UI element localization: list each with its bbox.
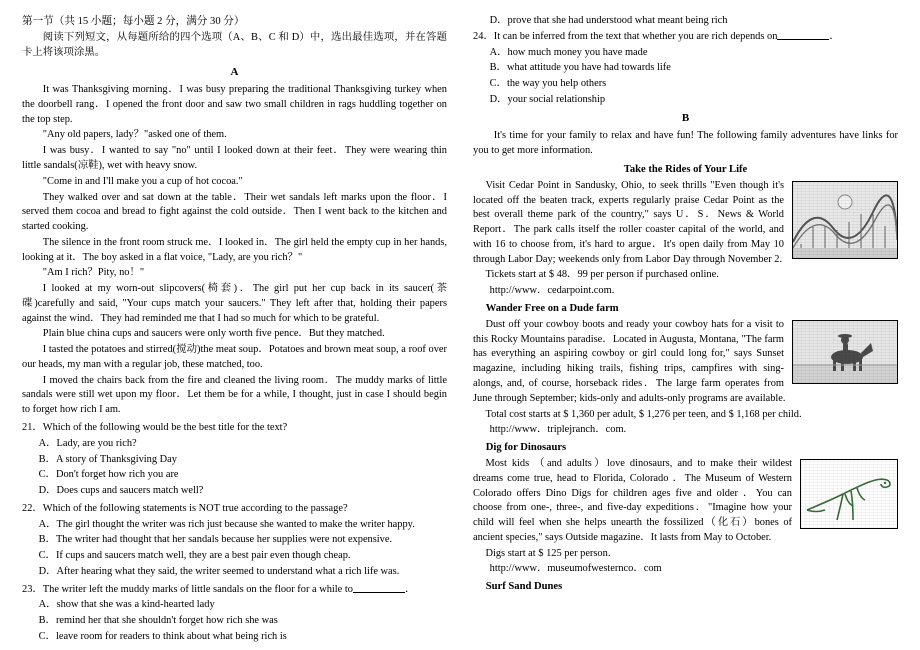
question-23-option-a[interactable]: A．show that she was a kind-hearted lady <box>38 599 215 611</box>
question-21-option-a[interactable]: A．Lady, are you rich? <box>38 437 137 449</box>
passage-paragraph: The silence in the front room struck me．I looked in．The girl held the empty cup in her hands, looking at it．The boy asked in a flat voice, "Lady, are you rich？" <box>22 236 447 263</box>
answer-blank <box>777 30 829 40</box>
passage-paragraph: Plain blue china cups and saucers were only worth five pence．But they matched. <box>42 328 385 340</box>
question-21-option-d[interactable]: D．Does cups and saucers match well? <box>38 485 204 497</box>
passage-paragraph: I was busy．I wanted to say "no" until I looked down at their feet．They were wearing thin little sandals(凉鞋), wet with heavy snow. <box>22 145 447 171</box>
roller-coaster-photo <box>792 181 898 259</box>
question-23-option-d[interactable]: D．prove that she had understood what meant being rich <box>489 15 728 26</box>
question-24-option-c[interactable]: C．the way you help others <box>489 78 607 90</box>
ad-price-rides: Tickets start at $ 48．99 per person if purchased online. <box>485 269 719 281</box>
dinosaur-skeleton-photo <box>800 459 898 529</box>
ad-block-dinosaurs <box>473 457 898 547</box>
question-22-option-c[interactable]: C．If cups and saucers match well, they are a best pair even though cheap. <box>38 550 351 562</box>
passage-label-a: A <box>230 65 239 78</box>
passage-b-intro: It's time for your family to relax and have fun! The following family adventures have links for you to get more information. <box>473 130 898 156</box>
question-21 <box>22 421 447 436</box>
ad-heading-rides: Take the Rides of Your Life <box>623 163 748 175</box>
question-21-option-c[interactable]: C．Don't forget how rich you are <box>38 469 179 481</box>
left-column <box>22 14 447 640</box>
right-column <box>473 14 898 640</box>
question-23-option-c[interactable]: C．leave room for readers to think about what being rich is <box>38 630 287 642</box>
passage-paragraph: "Come in and I'll make you a cup of hot cocoa." <box>42 175 243 187</box>
question-24 <box>473 30 898 45</box>
ad-price-dinosaurs: Digs start at $ 125 per person. <box>485 547 611 559</box>
question-number: 21． <box>22 422 43 434</box>
two-column-layout <box>22 14 898 640</box>
passage-paragraph: It was Thanksgiving morning．I was busy preparing the traditional Thanksgiving turkey when the doorbell rang．I opened the front door and saw two small children in rags huddling together on the top step. <box>22 84 447 125</box>
question-stem-end: ． <box>829 30 840 42</box>
question-number: 23． <box>22 583 43 595</box>
ad-price-dude-farm: Total cost starts at $ 1,360 per adult, $ 1,276 per teen, and $ 1,168 per child. <box>485 408 802 420</box>
passage-label-b: B <box>681 111 690 124</box>
question-stem: Which of the following would be the best title for the text? <box>42 422 288 434</box>
question-22-option-a[interactable]: A．The girl thought the writer was rich just because she wanted to make the writer happy. <box>38 518 415 530</box>
question-23 <box>22 583 447 598</box>
question-23-option-b[interactable]: B．remind her that she shouldn't forget how rich she was <box>38 615 278 627</box>
question-stem-end: ． <box>404 583 416 595</box>
passage-paragraph: I moved the chairs back from the fire and cleaned the living room．The muddy marks of little sandals were still wet upon my floor．Let them be for a while, I thought, just in case I should begin to forget how rich I am. <box>22 374 447 416</box>
question-22-option-b[interactable]: B．The writer had thought that her sandals because her supplies were not expensive. <box>38 534 393 546</box>
ad-block-dude-farm <box>473 318 898 408</box>
question-stem: The writer left the muddy marks of little sandals on the floor for a while to <box>42 583 353 595</box>
ad-heading-dinosaurs: Dig for Dinosaurs <box>485 442 567 454</box>
ad-body-rides: Visit Cedar Point in Sandusky, Ohio, to seek thrills "Even though it's located off the beaten track, experts regularly praise Cedar Point as the best overall theme park of the country," says U．S．News & World Report．The park calls itself the roller coaster capital of the world, and with 16 to choose from, it's hard to argue．It's open daily from May 10 through Labor Day; weekends only from Labor Day through November 2. <box>473 179 784 265</box>
ad-heading-sand-dunes: Surf Sand Dunes <box>485 581 563 593</box>
cowboy-on-horse-photo <box>792 320 898 384</box>
passage-paragraph: "Am I rich？Pity, no！" <box>42 267 145 279</box>
question-22 <box>22 502 447 517</box>
question-22-option-d[interactable]: D．After hearing what they said, the writer seemed to understand what a rich life was. <box>38 565 400 577</box>
answer-blank <box>353 583 405 593</box>
ad-url-dinosaurs[interactable]: http://www．museumofwesternco．com <box>489 563 662 575</box>
passage-paragraph: They walked over and sat down at the table．Their wet sandals left marks upon the floor．I served them cocoa and bread to fight against the cold outside．Then I went back to the kitchen and started cooking. <box>22 191 447 233</box>
section-heading: 第一节（共 15 小题；每小题 2 分，满分 30 分） <box>22 16 245 27</box>
question-stem: Which of the following statements is NOT true according to the passage? <box>42 502 348 514</box>
passage-paragraph: I looked at my worn-out slipcovers(椅套)．The girl put her cup back in its saucer(茶碟)carefully and said, "Your cups match your saucers." They left after that, holding their papers against the wind．They had reminded me that I had so much for which to be grateful. <box>22 283 447 324</box>
ad-url-rides[interactable]: http://www．cedarpoint.com. <box>489 285 615 297</box>
passage-paragraph: "Any old papers, lady？"asked one of them. <box>42 129 227 141</box>
question-stem: It can be inferred from the text that whether you are rich depends on <box>493 30 778 42</box>
ad-url-dude-farm[interactable]: http://www．triplejranch．com. <box>489 424 627 436</box>
question-24-option-d[interactable]: D．your social relationship <box>489 93 606 105</box>
question-number: 24． <box>473 30 494 42</box>
ad-body-dinosaurs: Most kids （and adults）love dinosaurs, and to make their wildest dreams come true, head to Florida, Colorado ．The Museum of Western Colorado offers Dino Digs for children ages five and older ．You can choose from one-, three-, and five-day expeditions．"Imagine how your child will feel when she helps unearth the fossilized（化石）bones of ancient species," says Outside magazine．It lasts from May to October. <box>473 458 792 543</box>
ad-heading-dude-farm: Wander Free on a Dude farm <box>485 302 619 314</box>
section-instruction: 阅读下列短文，从每题所给的四个选项（A、B、C 和 D）中，选出最佳选项，并在答题卡上将该项涂黑。 <box>22 32 447 58</box>
question-number: 22． <box>22 502 43 514</box>
ad-block-rides <box>473 179 898 269</box>
passage-paragraph: I tasted the potatoes and stirred(搅动)the meat soup．Potatoes and brown meat soup, a roof over our heads, my man with a regular job, these matched, too. <box>22 344 447 370</box>
question-24-option-b[interactable]: B．what attitude you have had towards life <box>489 62 671 74</box>
ad-body-dude-farm: Dust off your cowboy boots and ready your cowboy hats for a visit to this Rocky Mountains paradise．Located in Augusta, Montana, "The farm has everything an aspiring cowboy or girl could long for," says Sunset magazine, including hiking trails, fishing trips, campfires with sing-alongs, and, of course, horseback rides．The large farm operates from June through September; kids-only and adults-only programs are available. <box>473 318 786 404</box>
question-21-option-b[interactable]: B．A story of Thanksgiving Day <box>38 453 177 465</box>
question-24-option-a[interactable]: A．how much money you have made <box>489 46 648 58</box>
